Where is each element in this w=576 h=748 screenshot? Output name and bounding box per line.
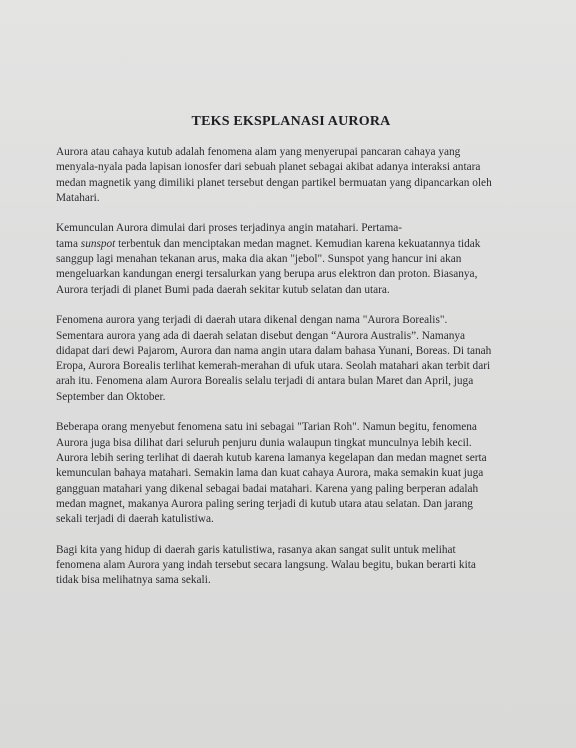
text-segment: tama bbox=[56, 237, 78, 250]
text-line: September dan Oktober. bbox=[56, 390, 166, 403]
text-line: Aurora juga bisa dilihat dari seluruh penjuru dunia walaupun tingkat munculnya lebih kecil. bbox=[56, 436, 472, 449]
paragraph-2 bbox=[56, 221, 526, 297]
text-line: Matahari. bbox=[56, 191, 100, 204]
document-body bbox=[56, 114, 526, 604]
text-line: Aurora atau cahaya kutub adalah fenomena alam yang menyerupai pancaran cahaya yang bbox=[56, 146, 461, 158]
paragraph-1 bbox=[56, 145, 526, 206]
text-line: Eropa, Aurora Borealis terlihat kemerah-merahan di ufuk utara. Seolah matahari akan terbit dari bbox=[56, 360, 491, 373]
text-line: medan magnet, makanya Aurora paling sering terjadi di kutub utara atau selatan. Dan jarang bbox=[56, 497, 473, 510]
italic-term-sunspot: sunspot bbox=[80, 237, 116, 250]
paragraph-3 bbox=[56, 313, 526, 405]
text-line: Beberapa orang menyebut fenomena satu ini sebagai "Tarian Roh". Namun begitu, fenomena bbox=[56, 421, 477, 434]
text-line: mengeluarkan kandungan energi tersalurkan yang berupa arus elektron dan proton. Biasanya, bbox=[56, 268, 478, 281]
text-line: menyala-nyala pada lapisan ionosfer dari sebuah planet sebagai akibat adanya interaksi antara bbox=[56, 161, 481, 174]
text-line: Kemunculan Aurora dimulai dari proses terjadinya angin matahari. Pertama- bbox=[56, 222, 403, 235]
text-line: arah itu. Fenomena alam Aurora Borealis selalu terjadi di antara bulan Maret dan April, juga bbox=[56, 375, 474, 388]
text-line: Fenomena aurora yang terjadi di daerah utara dikenal dengan nama "Aurora Borealis". bbox=[56, 314, 448, 327]
paragraph-4 bbox=[56, 420, 526, 527]
text-line: gangguan matahari yang dikenal sebagai badai matahari. Karena yang paling berperan adalah bbox=[56, 482, 479, 495]
text-line: Aurora lebih sering terlihat di daerah kutub karena lamanya kegelapan dan medan magnet serta bbox=[56, 451, 487, 464]
text-line: Bagi kita yang hidup di daerah garis katulistiwa, rasanya akan sangat sulit untuk melihat bbox=[56, 543, 456, 556]
document-title: TEKS EKSPLANASI AURORA bbox=[191, 114, 391, 129]
paragraph-5 bbox=[56, 543, 526, 589]
text-line: Aurora terjadi di planet Bumi pada daerah sekitar kutub selatan dan utara. bbox=[56, 283, 390, 296]
text-line: sanggup lagi menahan tekanan arus, maka dia akan "jebol". Sunspot yang hancur ini akan bbox=[56, 253, 462, 266]
text-line: fenomena alam Aurora yang indah tersebut secara langsung. Walau begitu, bukan berarti kita bbox=[56, 559, 476, 572]
text-line: Sementara aurora yang ada di daerah selatan disebut dengan “Aurora Australis”. Namanya bbox=[56, 329, 466, 342]
text-line: kemunculan bahaya matahari. Semakin lama dan kuat cahaya Aurora, maka semakin kuat juga bbox=[56, 467, 484, 480]
text-line: sekali terjadi di daerah katulistiwa. bbox=[56, 513, 214, 526]
text-line: medan magnetik yang dimiliki planet tersebut dengan partikel bermuatan yang dipancarkan oleh bbox=[56, 176, 492, 189]
text-segment: terbentuk dan menciptakan medan magnet. Kemudian karena kekuatannya tidak bbox=[118, 237, 481, 250]
text-line bbox=[56, 237, 526, 252]
text-line: tidak bisa melihatnya sama sekali. bbox=[56, 574, 211, 587]
text-line: didapat dari dewi Pajarom, Aurora dan nama angin utara dalam bahasa Yunani, Boreas. Di tanah bbox=[56, 344, 492, 357]
